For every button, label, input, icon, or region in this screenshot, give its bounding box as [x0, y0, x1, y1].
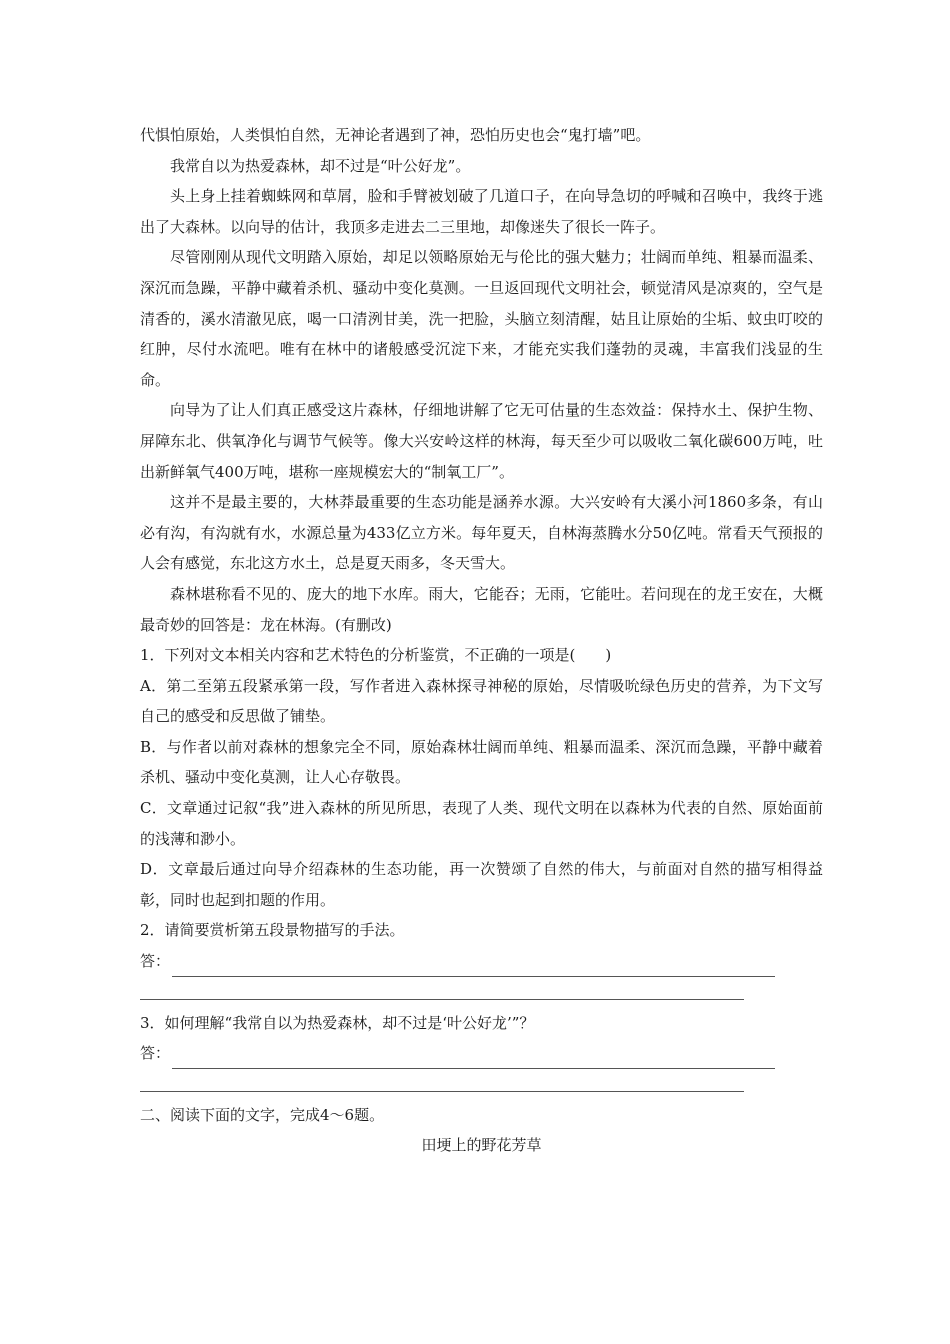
paragraph-6: 这并不是最主要的，大林莽最重要的生态功能是涵养水源。大兴安岭有大溪小河1860多条，有山必有沟，有沟就有水，水源总量为433亿立方米。每年夏天，自林海蒸腾水分50亿吨。常看天气预报的人会有感觉，东北这方水土，总是夏天雨多，冬天雪大。 [140, 493, 823, 573]
document-page [140, 120, 823, 1161]
question-1-option-b[interactable]: B．与作者以前对森林的想象完全不同，原始森林壮阔而单纯、粗暴而温柔、深沉而急躁，平静中藏着杀机、骚动中变化莫测，让人心存敬畏。 [140, 737, 823, 787]
question-1-option-d[interactable]: D．文章最后通过向导介绍森林的生态功能，再一次赞颂了自然的伟大，与前面对自然的描写相得益彰，同时也起到扣题的作用。 [140, 860, 823, 909]
paragraph-5: 向导为了让人们真正感受这片森林，仔细地讲解了它无可估量的生态效益：保持水土、保护生物、屏障东北、供氧净化与调节气候等。像大兴安岭这样的林海，每天至少可以吸收二氧化碳600万吨，吐出新鲜氧气400万吨，堪称一座规模宏大的“制氧工厂”。 [140, 401, 823, 481]
question-1-option-a[interactable]: A．第二至第五段紧承第一段，写作者进入森林探寻神秘的原始，尽情吸吮绿色历史的营养，为下文写自己的感受和反思做了铺垫。 [140, 676, 823, 726]
answer-label: 答： [140, 1044, 171, 1063]
question-3-answer-row [140, 1038, 823, 1069]
article-title: 田埂上的野花芳草 [421, 1136, 542, 1155]
paragraph-4: 尽管刚刚从现代文明踏入原始，却足以领略原始无与伦比的强大魅力；壮阔而单纯、粗暴而温柔、深沉而急躁，平静中藏着杀机、骚动中变化莫测。一旦返回现代文明社会，顿觉清风是凉爽的，空气是清香的，溪水清澈见底，喝一口清洌甘美，洗一把脸，头脑立刻清醒，姑且让原始的尘垢、蚊虫叮咬的红肿，尽付水流吧。唯有在林中的诸般感受沉淀下来，才能充实我们蓬勃的灵魂，丰富我们浅显的生命。 [140, 248, 823, 389]
question-3-answer-line-2[interactable] [140, 1069, 744, 1092]
paragraph-7: 森林堪称看不见的、庞大的地下水库。雨大，它能吞；无雨，它能吐。若问现在的龙王安在，大概最奇妙的回答是：龙在林海。(有删改) [140, 584, 823, 634]
question-2-answer-line-1[interactable] [172, 954, 775, 977]
question-2-answer-line-2[interactable] [140, 977, 744, 1000]
paragraph-1: 代惧怕原始，人类惧怕自然，无神论者遇到了神，恐怕历史也会“鬼打墙”吧。 [140, 126, 651, 144]
paragraph-2: 我常自以为热爱森林，却不过是“叶公好龙”。 [170, 156, 471, 175]
question-2-answer-row [140, 946, 823, 977]
paragraph-3: 头上身上挂着蜘蛛网和草屑，脸和手臂被划破了几道口子，在向导急切的呼喊和召唤中，我终于逃出了大森林。以向导的估计，我顶多走进去二三里地，却像迷失了很长一阵子。 [140, 187, 823, 236]
question-3-answer-line-1[interactable] [172, 1046, 775, 1069]
answer-label: 答： [140, 952, 171, 971]
question-1-option-c[interactable]: C．文章通过记叙“我”进入森林的所见所思，表现了人类、现代文明在以森林为代表的自然、原始面前的浅薄和渺小。 [140, 799, 823, 848]
question-1-stem: 1．下列对文本相关内容和艺术特色的分析鉴赏，不正确的一项是( ) [140, 646, 612, 665]
section-2-heading: 二、阅读下面的文字，完成4～6题。 [140, 1105, 385, 1124]
question-2-stem: 2．请简要赏析第五段景物描写的手法。 [140, 921, 405, 940]
question-3-stem: 3．如何理解“我常自以为热爱森林，却不过是‘叶公好龙’”？ [140, 1013, 535, 1032]
